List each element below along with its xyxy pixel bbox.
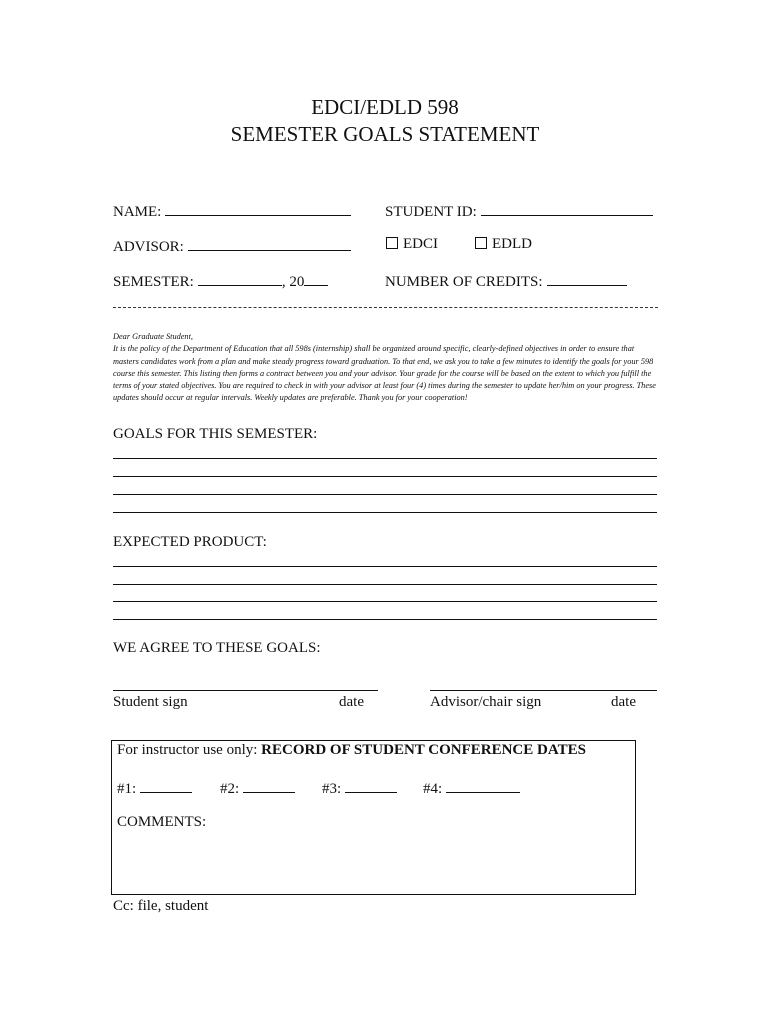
semester-row <box>113 271 328 291</box>
edld-label: EDLD <box>492 236 532 252</box>
dashed-divider <box>113 307 658 308</box>
conference-4 <box>423 778 520 798</box>
advisor-date-label: date <box>611 694 636 710</box>
name-blank[interactable] <box>165 201 351 216</box>
goals-heading: GOALS FOR THIS SEMESTER: <box>113 426 318 442</box>
advisor-signature-line[interactable] <box>430 690 657 691</box>
letter-salutation: Dear Graduate Student, <box>113 332 193 341</box>
advisor-label: ADVISOR: <box>113 239 184 255</box>
semester-label: SEMESTER: <box>113 274 194 290</box>
student-signature-line[interactable] <box>113 690 378 691</box>
conference-4-label: #4: <box>423 781 443 797</box>
semester-year-prefix: , 20 <box>281 274 305 290</box>
edld-option[interactable] <box>475 236 532 253</box>
conference-2-blank[interactable] <box>243 778 295 793</box>
cc-line: Cc: file, student <box>113 898 209 914</box>
credits-label: NUMBER OF CREDITS: <box>385 274 543 290</box>
conference-1-blank[interactable] <box>140 778 192 793</box>
title-line-2: SEMESTER GOALS STATEMENT <box>230 122 540 146</box>
letter-body: It is the policy of the Department of Education that all 598s (internship) shall be organized around specific, clearly-defined objectives in order to ensure that masters candidates work from a plan and make steady progress toward graduation. To that end, we ask you to take a few minutes to identify the goals for your 598 course this semester. This listing then forms a contract between you and your advisor. Your grade for the course will be based on the extent to which you fulfill the terms of your stated objectives. You are required to check in with your advisor at least four (4) times during the semester to update her/him on your progress. These updates should occur at regular intervals. Weekly updates are preferable. Thank you for your cooperation! <box>113 344 656 403</box>
instructor-box-prefix: For instructor use only: <box>117 742 262 758</box>
advisor-sign-label: Advisor/chair sign <box>430 694 542 710</box>
edci-option[interactable] <box>386 236 438 253</box>
goals-line-1[interactable] <box>113 458 657 459</box>
conference-1-label: #1: <box>117 781 137 797</box>
student-date-label: date <box>339 694 364 710</box>
student-id-blank[interactable] <box>481 201 653 216</box>
conference-4-blank[interactable] <box>446 778 520 793</box>
name-label: NAME: <box>113 204 162 220</box>
conference-1 <box>117 778 192 798</box>
product-line-2[interactable] <box>113 584 657 585</box>
edld-checkbox[interactable] <box>475 237 487 249</box>
semester-blank[interactable] <box>198 271 282 286</box>
student-sign-label: Student sign <box>113 694 188 710</box>
title-line-1: EDCI/EDLD 598 <box>311 95 459 119</box>
instructor-box-title <box>117 742 586 759</box>
product-line-1[interactable] <box>113 566 657 567</box>
credits-blank[interactable] <box>547 271 627 286</box>
semester-year-blank[interactable] <box>304 271 328 286</box>
name-field-row <box>113 201 351 221</box>
goals-line-2[interactable] <box>113 476 657 477</box>
conference-3 <box>322 778 397 798</box>
edci-label: EDCI <box>403 236 438 252</box>
student-id-label: STUDENT ID: <box>385 204 477 220</box>
product-line-3[interactable] <box>113 601 657 602</box>
credits-row <box>385 271 627 291</box>
goals-line-4[interactable] <box>113 512 657 513</box>
conference-dates-title: RECORD OF STUDENT CONFERENCE DATES <box>261 742 586 758</box>
conference-3-label: #3: <box>322 781 342 797</box>
letter-to-student <box>113 331 658 405</box>
comments-label: COMMENTS: <box>117 814 207 830</box>
goals-line-3[interactable] <box>113 494 657 495</box>
student-id-row <box>385 201 653 221</box>
advisor-blank[interactable] <box>188 236 351 251</box>
expected-product-heading: EXPECTED PRODUCT: <box>113 534 267 550</box>
product-line-4[interactable] <box>113 619 657 620</box>
edci-checkbox[interactable] <box>386 237 398 249</box>
advisor-row <box>113 236 351 256</box>
conference-2-label: #2: <box>220 781 240 797</box>
agree-heading: WE AGREE TO THESE GOALS: <box>113 640 321 656</box>
conference-3-blank[interactable] <box>345 778 397 793</box>
conference-2 <box>220 778 295 798</box>
